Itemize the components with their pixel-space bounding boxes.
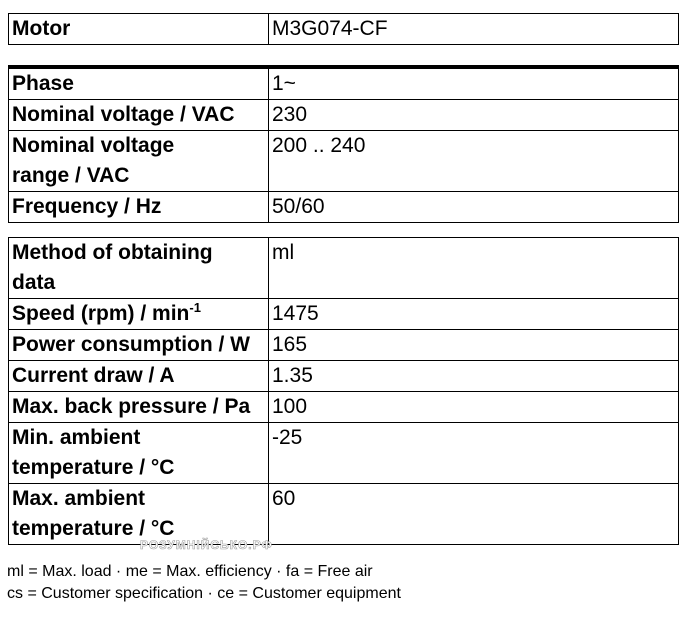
table-row [9, 192, 679, 223]
max-ambient-value: 60 [269, 484, 679, 545]
max-ambient-label [9, 484, 269, 545]
speed-label-exponent: -1 [189, 300, 201, 315]
min-ambient-value: -25 [269, 423, 679, 484]
table-row [9, 330, 679, 361]
min-ambient-label [9, 423, 269, 484]
nominal-voltage-value: 230 [269, 100, 679, 131]
table-row [9, 299, 679, 330]
speed-label [9, 299, 269, 330]
table-row [9, 238, 679, 299]
label-line: temperature / °C [12, 517, 175, 540]
label-line: range / VAC [12, 164, 130, 187]
label-line: temperature / °C [12, 456, 175, 479]
phase-label: Phase [9, 67, 269, 100]
motor-value: M3G074-CF [269, 14, 679, 45]
frequency-label: Frequency / Hz [9, 192, 269, 223]
current-draw-value: 1.35 [269, 361, 679, 392]
table-row [9, 392, 679, 423]
voltage-range-value: 200 .. 240 [269, 131, 679, 192]
label-line: Method of obtaining [12, 241, 213, 264]
table-row [9, 14, 679, 45]
table-row [9, 423, 679, 484]
power-consumption-value: 165 [269, 330, 679, 361]
method-label [9, 238, 269, 299]
speed-label-text: Speed (rpm) / min [12, 302, 190, 325]
table-row [9, 131, 679, 192]
phase-value: 1~ [269, 67, 679, 100]
table-row [9, 361, 679, 392]
table-row [9, 100, 679, 131]
nominal-voltage-label: Nominal voltage / VAC [9, 100, 269, 131]
table-row [9, 484, 679, 545]
footnote-line-1: ml = Max. load · me = Max. efficiency · fa = Free air [7, 563, 373, 580]
back-pressure-label: Max. back pressure / Pa [9, 392, 269, 423]
current-draw-label: Current draw / A [9, 361, 269, 392]
label-line: Min. ambient [12, 426, 141, 449]
footnote-line-2: cs = Customer specification · ce = Customer equipment [7, 585, 401, 602]
label-line: Max. ambient [12, 487, 146, 510]
frequency-value: 50/60 [269, 192, 679, 223]
motor-table [8, 13, 679, 45]
table-row [9, 67, 679, 100]
watermark: РОЗУМНІЙСЬКО.РФ [140, 538, 273, 552]
motor-label: Motor [9, 14, 269, 45]
label-line: data [12, 271, 56, 294]
electrical-table [8, 65, 679, 223]
speed-value: 1475 [269, 299, 679, 330]
voltage-range-label [9, 131, 269, 192]
label-line: Nominal voltage [12, 134, 175, 157]
method-value: ml [269, 238, 679, 299]
power-consumption-label: Power consumption / W [9, 330, 269, 361]
back-pressure-value: 100 [269, 392, 679, 423]
performance-table [8, 237, 679, 545]
